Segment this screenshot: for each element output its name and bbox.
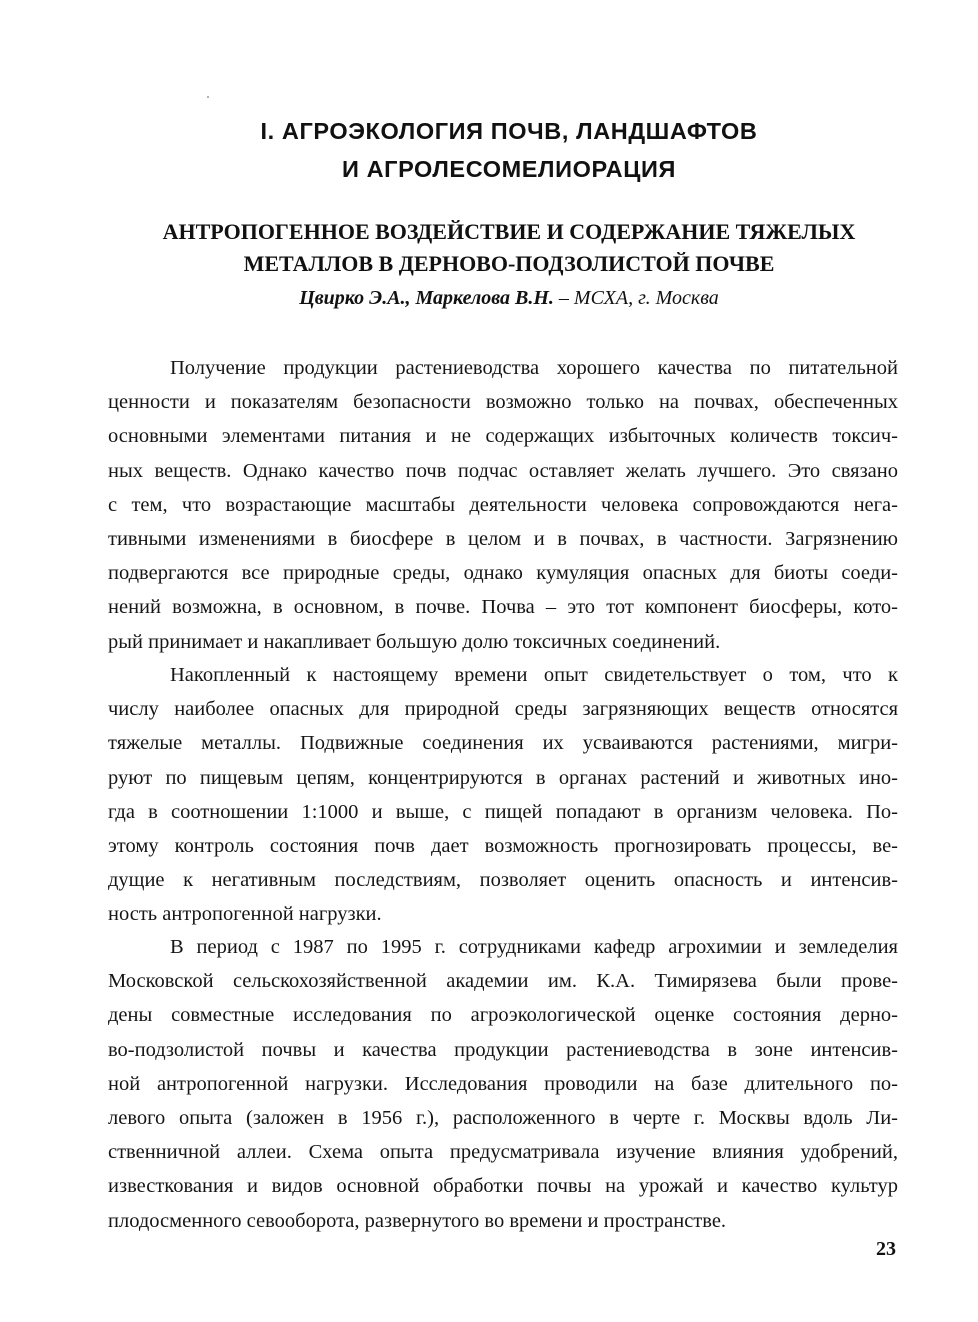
article-title-line-1: АНТРОПОГЕННОЕ ВОЗДЕЙСТВИЕ И СОДЕРЖАНИЕ ТЯЖЕЛЫХ bbox=[162, 219, 856, 244]
section-heading-line-2: И АГРОЛЕСОМЕЛИОРАЦИЯ bbox=[341, 156, 677, 182]
section-heading bbox=[0, 112, 978, 188]
text-line: тивными изменениями в биосфере в целом и в почвах, в частности. Загрязнению bbox=[108, 527, 898, 550]
text-line: во-подзолистой почвы и качества продукции растениеводства в зоне интенсив- bbox=[108, 1038, 898, 1061]
text-line: ценности и показателям безопасности возможно только на почвах, обеспеченных bbox=[108, 391, 898, 414]
scan-speck bbox=[207, 96, 209, 98]
text-line: ной антропогенной нагрузки. Исследования проводили на базе длительного по- bbox=[108, 1072, 898, 1095]
text-line: ственничной аллеи. Схема опыта предусматривала изучение влияния удобрений, bbox=[108, 1141, 898, 1164]
article-byline bbox=[0, 285, 978, 311]
section-heading-line-1: I. АГРОЭКОЛОГИЯ ПОЧВ, ЛАНДШАФТОВ bbox=[260, 118, 758, 144]
text-line: ных веществ. Однако качество почв подчас оставляет желать лучшего. Это связано bbox=[108, 459, 898, 482]
text-line: известкования и видов основной обработки почвы на урожай и качество культур bbox=[108, 1175, 898, 1198]
author-names: Цвирко Э.А., Маркелова В.Н. bbox=[299, 287, 554, 309]
text-line: Московской сельскохозяйственной академии им. К.А. Тимирязева были прове- bbox=[108, 970, 898, 993]
text-line: ность антропогенной нагрузки. bbox=[108, 903, 382, 926]
paragraph-3 bbox=[108, 930, 898, 1238]
text-line: рый принимает и накапливает большую долю токсичных соединений. bbox=[108, 630, 721, 653]
author-affiliation: – МСХА, г. Москва bbox=[553, 287, 719, 309]
paragraph-2 bbox=[108, 658, 898, 932]
article-title-line-2: МЕТАЛЛОВ В ДЕРНОВО-ПОДЗОЛИСТОЙ ПОЧВЕ bbox=[243, 251, 775, 276]
text-line: подвергаются все природные среды, однако кумуляция опасных для биоты соеди- bbox=[108, 562, 898, 585]
text-line: плодосменного севооборота, развернутого во времени и пространстве. bbox=[108, 1209, 727, 1232]
text-line: гда в соотношении 1:1000 и выше, с пищей попадают в организм человека. По- bbox=[108, 800, 898, 823]
text-line: дены совместные исследования по агроэкологической оценке состояния дерно- bbox=[108, 1004, 898, 1027]
text-line: руют по пищевым цепям, концентрируются в органах растений и животных ино- bbox=[108, 766, 898, 789]
text-line: тяжелые металлы. Подвижные соединения их усваиваются растениями, мигри- bbox=[108, 732, 898, 755]
text-line: левого опыта (заложен в 1956 г.), расположенного в черте г. Москвы вдоль Ли- bbox=[108, 1106, 898, 1129]
article-title bbox=[0, 216, 978, 280]
paragraph-1 bbox=[108, 351, 898, 659]
text-line: основными элементами питания и не содержащих избыточных количеств токсич- bbox=[108, 425, 898, 448]
text-line: нений возможна, в основном, в почве. Почва – это тот компонент биосферы, кото- bbox=[108, 596, 898, 619]
text-line: этому контроль состояния почв дает возможность прогнозировать процессы, ве- bbox=[108, 834, 898, 857]
text-line: Накопленный к настоящему времени опыт свидетельствует о том, что к bbox=[170, 664, 898, 686]
text-line: с тем, что возрастающие масштабы деятельности человека сопровождаются нега- bbox=[108, 493, 898, 516]
text-line: Получение продукции растениеводства хорошего качества по питательной bbox=[170, 357, 898, 379]
text-line: дущие к негативным последствиям, позволяет оценить опасность и интенсив- bbox=[108, 869, 898, 892]
page-number: 23 bbox=[876, 1238, 896, 1260]
text-line: числу наиболее опасных для природной среды загрязняющих веществ относятся bbox=[108, 698, 898, 721]
text-line: В период с 1987 по 1995 г. сотрудниками кафедр агрохимии и земледелия bbox=[170, 936, 898, 958]
